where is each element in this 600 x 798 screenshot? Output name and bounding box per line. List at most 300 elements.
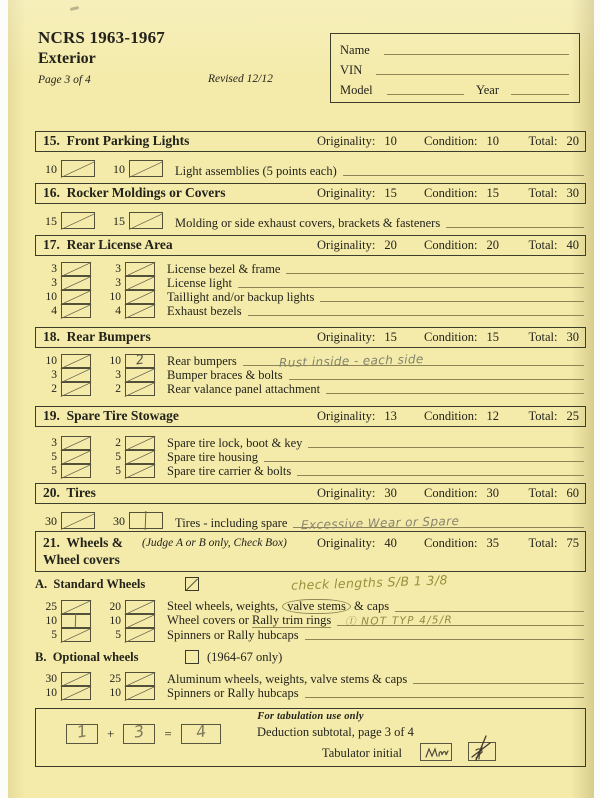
label-segment-circled: valve stems: [282, 599, 351, 614]
originality-value: 10: [384, 134, 397, 148]
total-value: 20: [566, 134, 579, 148]
condition-label: Condition:: [424, 536, 478, 550]
pencil-slash-mark: [124, 304, 155, 319]
blank-line: [413, 673, 584, 684]
label-segment: & caps: [350, 599, 390, 613]
section-header: [35, 235, 586, 256]
condition-points: 10: [109, 291, 121, 303]
originality-points: 30: [45, 673, 57, 685]
originality-label: Originality:: [317, 238, 376, 252]
condition-points: 30: [113, 514, 125, 528]
pencil-slash-mark: [60, 450, 91, 465]
score-rows: [35, 600, 586, 642]
condition-value: 35: [486, 536, 499, 550]
originality-points: 5: [51, 465, 57, 477]
condition-points: 5: [115, 465, 121, 477]
score-row: [35, 672, 586, 686]
condition-value: 15: [486, 186, 499, 200]
pencil-slash-mark: [129, 213, 164, 230]
condition-value: 15: [486, 330, 499, 344]
pencil-slash-mark: [124, 450, 155, 465]
pencil-slash-mark: [60, 628, 91, 643]
originality-label: Originality:: [317, 409, 376, 423]
judge-note: (Judge A or B only, Check Box): [142, 537, 287, 549]
section-20: [35, 483, 586, 533]
condition-stat: [424, 328, 499, 347]
pencil-slash-mark: [60, 368, 91, 383]
label-segment: Taillight and/or backup lights: [167, 290, 315, 304]
score-rows: [35, 436, 586, 478]
originality-judging-box: [61, 368, 91, 382]
row-label: [175, 164, 337, 178]
pencil-slash-mark: [60, 382, 91, 397]
originality-points: 3: [51, 277, 57, 289]
originality-points: 2: [51, 383, 57, 395]
pencil-slash-mark: [60, 436, 91, 451]
condition-points: 4: [115, 305, 121, 317]
originality-points: 5: [51, 451, 57, 463]
condition-stat: [424, 236, 499, 255]
score-row: [35, 382, 586, 396]
section-title: 17. Rear License Area: [43, 237, 173, 252]
score-row: [35, 436, 586, 450]
condition-judging-box: [125, 628, 155, 642]
section-title: 20. Tires: [43, 485, 96, 500]
label-segment: License bezel & frame: [167, 262, 281, 276]
pencil-slash-mark: [60, 686, 91, 701]
originality-value: 15: [384, 186, 397, 200]
blank-line: [343, 165, 584, 176]
total-value: 40: [566, 238, 579, 252]
originality-judging-box: [61, 382, 91, 396]
subsection-checkbox: [185, 650, 199, 664]
section-title-line2: Wheel covers: [43, 552, 120, 567]
total-stat: [529, 532, 579, 554]
score-row: [35, 210, 586, 230]
originality-judging-box: [61, 160, 95, 177]
condition-judging-box: [125, 368, 155, 382]
row-label: [167, 686, 299, 700]
score-row: [35, 614, 586, 628]
score-row: [35, 354, 586, 368]
blank-line: [395, 601, 584, 612]
model-label: Model: [340, 83, 373, 97]
row-label: [167, 613, 331, 628]
tabulator-initial-label: Tabulator initial: [322, 746, 403, 760]
total-label: Total:: [528, 186, 558, 200]
score-row: [35, 628, 586, 642]
subsection-title: B. Optional wheels: [35, 650, 139, 664]
checkbox-suffix: (1964-67 only): [207, 650, 283, 664]
section-title: 19. Spare Tire Stowage: [43, 408, 179, 423]
pencil-slash-mark: [60, 354, 91, 369]
row-label: [175, 216, 440, 230]
originality-label: Originality:: [317, 536, 376, 550]
condition-points: 10: [109, 687, 121, 699]
pencil-slash-mark: [124, 672, 155, 687]
initials-scribble: [421, 744, 453, 762]
total-value: 75: [566, 536, 579, 550]
originality-points: 10: [45, 291, 57, 303]
row-label: [167, 628, 299, 642]
condition-label: Condition:: [424, 238, 478, 252]
originality-points: 3: [51, 437, 57, 449]
blank-line: [446, 217, 584, 228]
total-label: Total:: [528, 409, 558, 423]
condition-points: 10: [109, 355, 121, 367]
score-rows: [35, 510, 586, 533]
tabulator-initial-box-1: [420, 743, 452, 761]
row-label: [167, 290, 314, 304]
condition-stat: [424, 484, 499, 503]
section-header: [35, 131, 586, 152]
label-segment-underlined: Rally trim rings: [252, 613, 332, 627]
label-segment: Aluminum wheels, weights, valve stems & caps: [167, 672, 408, 686]
originality-points: 15: [45, 214, 57, 228]
deduction-box-1: [66, 721, 98, 744]
deduction-box-2: [123, 721, 155, 744]
condition-judging-box: [125, 686, 155, 700]
condition-judging-box: [125, 600, 155, 614]
condition-judging-box: [125, 436, 155, 450]
condition-value: 20: [486, 238, 499, 252]
total-label: Total:: [528, 536, 558, 550]
handwritten-value-1: 1: [75, 721, 89, 742]
condition-judging-box: [125, 354, 155, 368]
condition-points: 2: [115, 383, 121, 395]
row-label: [167, 672, 407, 686]
score-rows: [35, 262, 586, 318]
originality-points: 5: [51, 629, 57, 641]
handwritten-annotation: check lengths S/B 1 3/8: [290, 572, 449, 593]
originality-stat: [317, 532, 397, 554]
section-title: 16. Rocker Moldings or Covers: [43, 185, 226, 200]
form-title: NCRS 1963-1967: [38, 28, 165, 47]
row-label: [167, 599, 389, 614]
condition-label: Condition:: [424, 134, 478, 148]
originality-points: 25: [45, 601, 57, 613]
pencil-slash-mark: [60, 290, 91, 305]
pencil-slash-mark: [124, 686, 155, 701]
blank-line: [337, 615, 584, 626]
pencil-slash-mark: [61, 513, 96, 530]
section-15: [35, 131, 586, 178]
pencil-slash-mark: [60, 672, 91, 687]
condition-stat: [424, 132, 499, 151]
originality-value: 30: [384, 486, 397, 500]
condition-points: 2: [115, 437, 121, 449]
label-segment: Steel wheels, weights,: [167, 599, 282, 613]
label-segment: Spare tire housing: [167, 450, 258, 464]
pencil-slash-mark: [124, 464, 155, 479]
condition-label: Condition:: [424, 330, 478, 344]
tabulation-box: [35, 708, 586, 767]
row-label: [167, 276, 232, 290]
originality-judging-box: [61, 672, 91, 686]
originality-judging-box: [61, 304, 91, 318]
originality-label: Originality:: [317, 330, 376, 344]
handwritten-note: Ⓘ NOT TYP 4/5/R: [345, 614, 454, 628]
deduction-box-3: [181, 721, 221, 744]
crossed-out-scribble: [469, 743, 497, 762]
condition-value: 10: [486, 134, 499, 148]
originality-points: 3: [51, 263, 57, 275]
section-18: [35, 327, 586, 396]
score-row: [35, 290, 586, 304]
condition-points: 15: [113, 214, 125, 228]
section-header: [35, 327, 586, 348]
condition-value: 30: [486, 486, 499, 500]
form-subtitle: Exterior: [38, 50, 96, 67]
score-rows: [35, 158, 586, 178]
originality-judging-box: [61, 686, 91, 700]
name-label: Name: [340, 43, 370, 57]
condition-label: Condition:: [424, 486, 478, 500]
score-row: [35, 450, 586, 464]
total-label: Total:: [528, 238, 558, 252]
label-segment: Spare tire carrier & bolts: [167, 464, 292, 478]
section-title: 15. Front Parking Lights: [43, 133, 190, 148]
blank-line: [238, 277, 584, 288]
pencil-slash-mark: [129, 161, 164, 178]
originality-points: 10: [45, 687, 57, 699]
total-stat: [529, 184, 579, 203]
subsection-header: [35, 649, 586, 666]
label-segment: Exhaust bezels: [167, 304, 242, 318]
revision-label: Revised 12/12: [208, 73, 273, 85]
total-label: Total:: [528, 486, 558, 500]
blank-line: [286, 263, 584, 274]
handwritten-value-3: 4: [194, 721, 208, 742]
label-segment: Spinners or Rally hubcaps: [167, 628, 299, 642]
condition-judging-box: [125, 450, 155, 464]
deduction-sum: [66, 721, 221, 744]
pencil-slash-mark: [60, 304, 91, 319]
blank-line: [320, 291, 584, 302]
pencil-slash-mark: [124, 276, 155, 291]
handwritten-note: Excessive Wear or Spare: [301, 513, 460, 533]
condition-points: 10: [113, 162, 125, 176]
condition-judging-box: [125, 290, 155, 304]
total-stat: [529, 328, 579, 347]
condition-points: 3: [115, 369, 121, 381]
originality-judging-box: [61, 212, 95, 229]
score-rows: [35, 354, 586, 396]
originality-judging-box: [61, 600, 91, 614]
label-segment: Tires - including spare: [175, 516, 288, 530]
section-19: [35, 406, 586, 478]
equals-sign: =: [164, 726, 172, 741]
handwritten-value-2: 3: [132, 721, 147, 742]
originality-points: 3: [51, 369, 57, 381]
pencil-check-mark: [186, 578, 198, 590]
deduction-subtotal-label: Deduction subtotal, page 3 of 4: [257, 725, 414, 739]
blank-line: [248, 305, 584, 316]
row-label: [167, 354, 237, 368]
condition-judging-box: [125, 464, 155, 478]
total-value: 25: [566, 409, 579, 423]
blank-line: [305, 687, 584, 698]
originality-judging-box: [61, 354, 91, 368]
section-16: [35, 183, 586, 230]
originality-points: 30: [45, 514, 57, 528]
condition-judging-box: [129, 212, 163, 229]
pencil-number-mark: 2: [134, 352, 146, 369]
handwritten-note: Rust inside - each side: [278, 352, 424, 370]
originality-value: 40: [384, 536, 397, 550]
originality-judging-box: [61, 276, 91, 290]
row-label: [167, 304, 242, 318]
score-rows: [35, 210, 586, 230]
label-segment: Spare tire lock, boot & key: [167, 436, 303, 450]
blank-line: [305, 629, 584, 640]
originality-judging-box: [61, 262, 91, 276]
section-header: [35, 483, 586, 504]
blank-line: [289, 369, 584, 380]
blank-line: [326, 383, 584, 394]
sections: [35, 0, 586, 798]
blank-line: [293, 513, 584, 533]
blank-line: [308, 437, 584, 448]
row-label: [167, 368, 283, 382]
label-segment: License light: [167, 276, 232, 290]
pencil-slash-mark: [124, 290, 155, 305]
condition-stat: [424, 532, 499, 554]
row-label: [167, 464, 291, 478]
section-title: 18. Rear Bumpers: [43, 329, 151, 344]
page-indicator: Page 3 of 4: [38, 74, 91, 86]
condition-points: 10: [109, 615, 121, 627]
originality-value: 20: [384, 238, 397, 252]
originality-stat: [317, 407, 397, 426]
condition-judging-box: [125, 614, 155, 628]
originality-label: Originality:: [317, 134, 376, 148]
pencil-tally-mark: [144, 511, 146, 530]
total-label: Total:: [528, 330, 558, 344]
tabulator-initial-box-2: [468, 742, 496, 761]
tabulation-title: For tabulation use only: [257, 711, 364, 722]
total-value: 30: [566, 330, 579, 344]
condition-judging-box: [125, 276, 155, 290]
condition-value: 12: [486, 409, 499, 423]
plus-sign: +: [107, 726, 115, 741]
label-segment: Rear bumpers: [167, 354, 237, 368]
originality-points: 10: [45, 355, 57, 367]
section-header: [35, 183, 586, 204]
pencil-slash-mark: [124, 382, 155, 397]
originality-value: 15: [384, 330, 397, 344]
label-segment: Rear valance panel attachment: [167, 382, 321, 396]
section-21: [35, 531, 586, 700]
condition-judging-box: [125, 304, 155, 318]
total-value: 30: [566, 186, 579, 200]
pencil-tally-mark: [75, 613, 77, 629]
score-row: [35, 510, 586, 533]
originality-points: 10: [45, 615, 57, 627]
condition-stat: [424, 184, 499, 203]
condition-judging-box: [125, 672, 155, 686]
originality-stat: [317, 484, 397, 503]
score-row: [35, 686, 586, 700]
subsection-A: [35, 572, 586, 642]
pencil-slash-mark: [124, 436, 155, 451]
score-row: [35, 262, 586, 276]
row-label: [175, 516, 287, 530]
condition-points: 3: [115, 277, 121, 289]
condition-judging-box: [125, 262, 155, 276]
total-label: Total:: [528, 134, 558, 148]
label-segment: Wheel covers or: [167, 613, 253, 627]
row-label: [167, 450, 258, 464]
condition-stat: [424, 407, 499, 426]
condition-points: 20: [109, 601, 121, 613]
pencil-slash-mark: [60, 464, 91, 479]
label-segment: Spinners or Rally hubcaps: [167, 686, 299, 700]
condition-points: 5: [115, 629, 121, 641]
originality-points: 4: [51, 305, 57, 317]
score-row: [35, 304, 586, 318]
section-header: [35, 531, 586, 572]
originality-stat: [317, 184, 397, 203]
pencil-slash-mark: [124, 600, 155, 615]
year-label: Year: [475, 83, 500, 97]
originality-points: 10: [45, 162, 57, 176]
total-value: 60: [566, 486, 579, 500]
score-row: [35, 600, 586, 614]
score-row: [35, 368, 586, 382]
score-row: [35, 158, 586, 178]
section-header: [35, 406, 586, 427]
originality-judging-box: [61, 290, 91, 304]
pencil-slash-mark: [60, 276, 91, 291]
score-row: [35, 464, 586, 478]
pencil-slash-mark: [124, 262, 155, 277]
pencil-slash-mark: [60, 262, 91, 277]
condition-label: Condition:: [424, 409, 478, 423]
originality-judging-box: [61, 628, 91, 642]
total-stat: [529, 132, 579, 151]
originality-value: 13: [384, 409, 397, 423]
originality-judging-box: [61, 436, 91, 450]
score-row: [35, 276, 586, 290]
originality-judging-box: [61, 512, 95, 529]
score-rows: [35, 672, 586, 700]
vin-label: VIN: [340, 63, 363, 77]
condition-judging-box: [125, 382, 155, 396]
total-stat: [529, 236, 579, 255]
label-segment: Light assemblies (5 points each): [175, 164, 337, 178]
row-label: [167, 436, 302, 450]
subsection-checkbox: [185, 577, 199, 591]
subsection-title: A. Standard Wheels: [35, 577, 146, 591]
blank-line: [243, 352, 584, 370]
condition-label: Condition:: [424, 186, 478, 200]
originality-judging-box: [61, 464, 91, 478]
pencil-slash-mark: [124, 368, 155, 383]
pencil-slash-mark: [124, 628, 155, 643]
section-17: [35, 235, 586, 318]
originality-stat: [317, 132, 397, 151]
originality-judging-box: [61, 614, 91, 628]
pencil-slash-mark: [124, 614, 155, 629]
label-segment: Bumper braces & bolts: [167, 368, 283, 382]
subsection-B: [35, 649, 586, 700]
row-label: [167, 382, 320, 396]
paper: [8, 0, 594, 798]
originality-label: Originality:: [317, 486, 376, 500]
originality-stat: [317, 328, 397, 347]
pencil-slash-mark: [61, 161, 96, 178]
